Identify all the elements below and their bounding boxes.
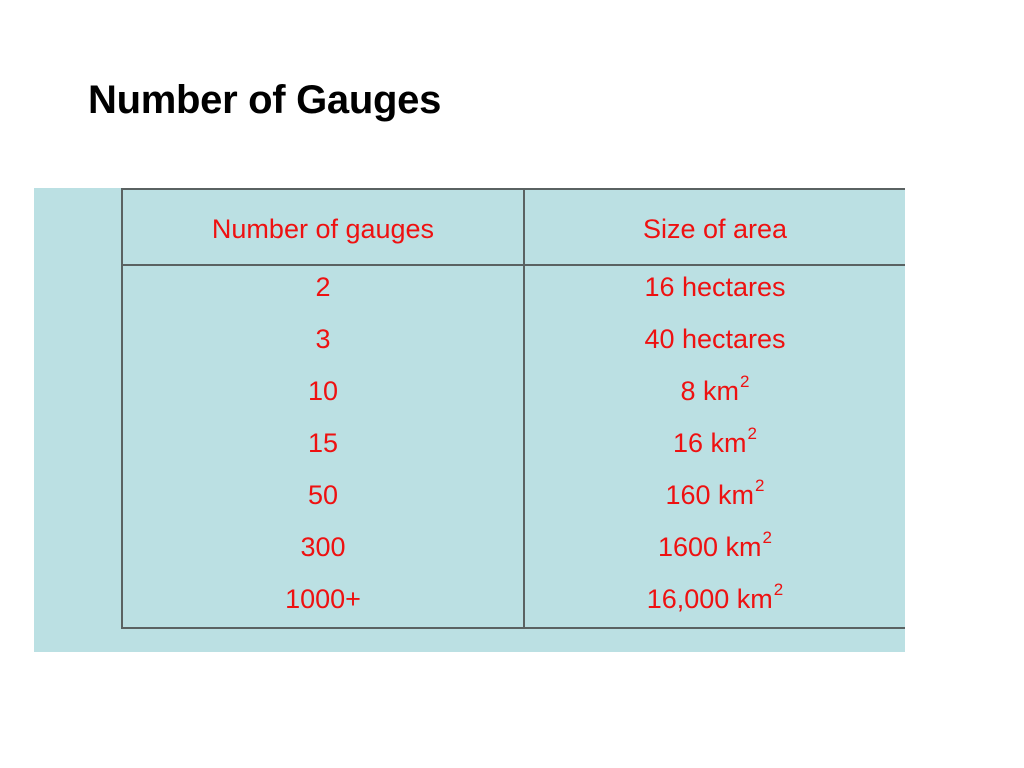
gauges-cell: 50 xyxy=(307,480,339,510)
gauges-cell: 1000+ xyxy=(285,584,361,614)
area-value: 16,000 km xyxy=(646,584,773,614)
header-number-of-gauges: Number of gauges xyxy=(211,214,435,244)
slide-title: Number of Gauges xyxy=(88,78,442,122)
area-cell xyxy=(525,478,905,516)
gauges-cell: 10 xyxy=(307,376,339,406)
area-value: 40 hectares xyxy=(644,324,786,354)
table-bottom-rule xyxy=(123,627,905,629)
area-value: 16 km xyxy=(673,428,747,458)
gauges-cell: 3 xyxy=(315,324,331,354)
gauges-table xyxy=(121,188,905,629)
area-value: 16 hectares xyxy=(644,272,786,302)
header-size-of-area: Size of area xyxy=(642,214,788,244)
area-cell xyxy=(525,322,905,356)
superscript: 2 xyxy=(773,580,784,599)
area-cell xyxy=(525,426,905,464)
table-header-row xyxy=(123,188,905,266)
gauges-cell: 2 xyxy=(315,272,331,302)
area-value: 1600 km xyxy=(657,532,762,562)
gauges-cell: 300 xyxy=(300,532,346,562)
table-panel xyxy=(34,188,905,652)
area-cell xyxy=(525,270,905,304)
area-cell xyxy=(525,530,905,568)
superscript: 2 xyxy=(755,476,765,495)
area-cell xyxy=(525,374,905,412)
superscript: 2 xyxy=(740,372,750,391)
superscript: 2 xyxy=(747,424,757,443)
gauges-cell: 15 xyxy=(307,428,339,458)
area-cell xyxy=(525,582,905,620)
superscript: 2 xyxy=(762,528,773,547)
area-value: 8 km xyxy=(680,376,740,406)
area-value: 160 km xyxy=(665,480,755,510)
